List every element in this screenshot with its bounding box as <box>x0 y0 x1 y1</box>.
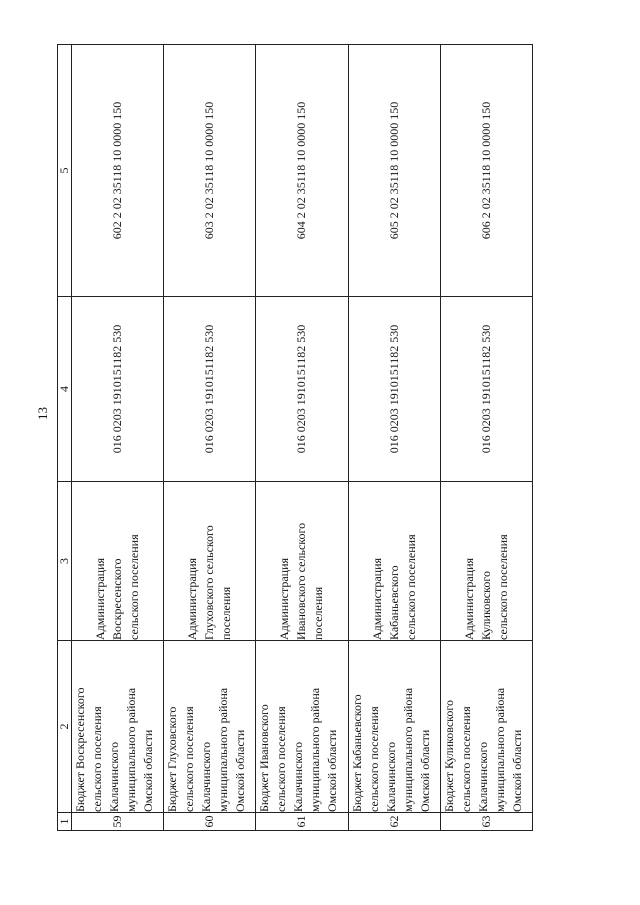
expense-code: 016 0203 1910151182 530 <box>440 297 532 482</box>
table-row <box>256 45 348 831</box>
table-row <box>164 45 256 831</box>
budget-name-cell <box>256 641 348 813</box>
row-number: 61 <box>256 813 348 831</box>
table-row <box>348 45 440 831</box>
administrator-name: Администрация Куликовского сельского поселения <box>461 534 510 640</box>
row-number: 63 <box>440 813 532 831</box>
page-number: 13 <box>35 407 50 420</box>
header-col-1: 1 <box>58 813 72 831</box>
expense-code: 016 0203 1910151182 530 <box>348 297 440 482</box>
expense-code: 016 0203 1910151182 530 <box>72 297 164 482</box>
administrator-cell <box>72 482 164 641</box>
row-number: 62 <box>348 813 440 831</box>
budget-name: Бюджет Глуховского сельского поселения Калачинского муниципального района Омской области <box>165 687 248 812</box>
revenue-code: 605 2 02 35118 10 0000 150 <box>348 45 440 297</box>
administrator-cell <box>440 482 532 641</box>
row-number: 60 <box>164 813 256 831</box>
revenue-code: 603 2 02 35118 10 0000 150 <box>164 45 256 297</box>
administrator-cell <box>348 482 440 641</box>
budget-name: Бюджет Воскресенского сельского поселения Калачинского муниципального района Омской области <box>73 687 155 812</box>
administrator-name: Администрация Глуховского сельского поселения <box>185 525 234 640</box>
header-col-2: 2 <box>58 641 72 813</box>
budget-name-cell <box>164 641 256 813</box>
administrator-name: Администрация Ивановского сельского поселения <box>277 522 326 640</box>
header-col-5: 5 <box>58 45 72 297</box>
expense-code: 016 0203 1910151182 530 <box>256 297 348 482</box>
rotated-table-container <box>57 45 533 831</box>
table-row <box>72 45 164 831</box>
administrator-name: Администрация Кабаньевского сельского поселения <box>369 534 418 640</box>
revenue-code: 606 2 02 35118 10 0000 150 <box>440 45 532 297</box>
budget-name: Бюджет Куликовского сельского поселения Калачинского муниципального района Омской области <box>441 687 524 812</box>
revenue-code: 604 2 02 35118 10 0000 150 <box>256 45 348 297</box>
header-col-4: 4 <box>58 297 72 482</box>
budget-name-cell <box>72 641 164 813</box>
administrator-cell <box>256 482 348 641</box>
expense-code: 016 0203 1910151182 530 <box>164 297 256 482</box>
header-col-3: 3 <box>58 482 72 641</box>
administrator-name: Администрация Воскресенского сельского поселения <box>93 534 142 640</box>
allocation-table <box>57 44 533 831</box>
row-number: 59 <box>72 813 164 831</box>
revenue-code: 602 2 02 35118 10 0000 150 <box>72 45 164 297</box>
budget-name: Бюджет Кабаньевского сельского поселения Калачинского муниципального района Омской области <box>349 687 432 812</box>
table-row <box>440 45 532 831</box>
budget-name: Бюджет Ивановского сельского поселения Калачинского муниципального района Омской области <box>257 687 340 812</box>
administrator-cell <box>164 482 256 641</box>
budget-name-cell <box>348 641 440 813</box>
budget-name-cell <box>440 641 532 813</box>
header-row <box>58 45 72 831</box>
